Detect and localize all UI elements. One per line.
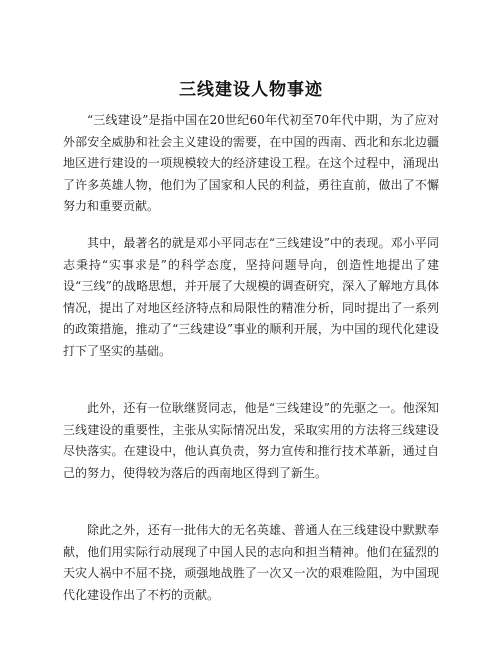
paragraph-unsung-heroes: 除此之外，还有一批伟大的无名英雄、普通人在三线建设中默默奉献，他们用实际行动展现了中国人民的志向和担当精神。他们在猛烈的天灾人祸中不屈不挠，顽强地战胜了一次又一次的艰难险阻，为中国现代化建设作出了不朽的贡献。 [63,523,439,602]
paragraph-intro: “三线建设”是指中国在20世纪60年代初至70年代中期，为了应对外部安全威胁和社会主义建设的需要，在中国的西南、西北和东北边疆地区进行建设的一项规模较大的经济建设工程。在这个过程中，涌现出了许多英雄人物，他们为了国家和人民的利益，勇往直前，做出了不懈努力和重要贡献。 [63,113,439,214]
document-title: 三线建设人物事迹 [179,80,323,100]
paragraph-geng-jixian: 此外，还有一位耿继贤同志，他是“三线建设”的先驱之一。他深知三线建设的重要性，主张从实际情况出发，采取实用的方法将三线建设尽快落实。在建设中，他认真负责，努力宣传和推行技术革新，通过自己的努力，使得较为落后的西南地区得到了新生。 [63,401,439,480]
paragraph-deng-xiaoping: 其中，最著名的就是邓小平同志在“三线建设”中的表现。邓小平同志秉持“实事求是”的科学态度，坚持问题导向，创造性地提出了建设“三线”的战略思想，并开展了大规模的调查研究，深入了解地方具体情况，提出了对地区经济特点和局限性的精准分析，同时提出了一系列的政策措施，推动了“三线建设”事业的顺利开展，为中国的现代化建设打下了坚实的基础。 [63,236,439,358]
